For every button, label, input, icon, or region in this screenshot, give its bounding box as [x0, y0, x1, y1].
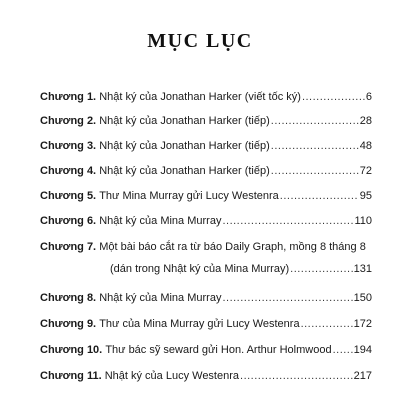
chapter-label: Chương 4. [40, 165, 97, 177]
page-number: 150 [353, 292, 372, 304]
chapter-title: Nhật ký của Lucy Westenra [104, 370, 240, 382]
page-number: 72 [359, 165, 372, 177]
dot-leader [222, 214, 353, 228]
chapter-label: Chương 11. [40, 370, 102, 382]
page-number: 217 [353, 370, 372, 382]
toc-entry [40, 189, 372, 203]
dot-leader [333, 343, 353, 357]
page-number: 110 [354, 215, 372, 227]
page-number: 6 [365, 91, 372, 103]
toc-entry [40, 240, 372, 276]
chapter-label: Chương 7. [40, 241, 97, 253]
chapter-title: Thư bác sỹ seward gửi Hon. Arthur Holmwood [105, 344, 332, 356]
page-number: 95 [359, 190, 372, 202]
chapter-label: Chương 6. [40, 215, 97, 227]
chapter-title: Nhật ký của Jonathan Harker (tiếp) [99, 140, 270, 152]
page-title: MỤC LỤC [147, 30, 253, 52]
toc-entry [40, 317, 372, 331]
chapter-title: Thư Mina Murray gửi Lucy Westenra [99, 190, 279, 202]
chapter-title: Nhật ký của Jonathan Harker (tiếp) [99, 165, 270, 177]
page-number: 28 [359, 115, 372, 127]
chapter-label: Chương 3. [40, 140, 97, 152]
chapter-title: Nhật ký của Jonathan Harker (viết tốc ký) [99, 91, 301, 103]
page-number: 172 [353, 318, 372, 330]
toc-entry [40, 139, 372, 153]
chapter-title: Nhật ký của Mina Murray [99, 215, 222, 227]
toc-entry [40, 114, 372, 128]
toc-entry [40, 343, 372, 357]
page-number: 194 [353, 344, 372, 356]
dot-leader [290, 262, 353, 276]
toc-entry [40, 369, 372, 383]
chapter-label: Chương 2. [40, 115, 97, 127]
chapter-title: Thư của Mina Murray gửi Lucy Westenra [99, 318, 300, 330]
chapter-label: Chương 8. [40, 292, 97, 304]
dot-leader [271, 164, 359, 178]
toc-entry [40, 214, 372, 228]
toc-entry [40, 90, 372, 104]
toc-entry [40, 291, 372, 305]
chapter-title: Nhật ký của Mina Murray [99, 292, 222, 304]
chapter-label: Chương 5. [40, 190, 97, 202]
dot-leader [271, 114, 359, 128]
chapter-title-continued: (dán trong Nhật ký của Mina Murray) [110, 263, 290, 275]
dot-leader [240, 369, 353, 383]
page-number: 48 [359, 140, 372, 152]
chapter-title: Nhật ký của Jonathan Harker (tiếp) [99, 115, 270, 127]
dot-leader [222, 291, 352, 305]
toc-entry [40, 164, 372, 178]
dot-leader [302, 90, 365, 104]
dot-leader [280, 189, 359, 203]
chapter-label: Chương 1. [40, 91, 97, 103]
chapter-label: Chương 9. [40, 318, 97, 330]
chapter-label: Chương 10. [40, 344, 103, 356]
chapter-title: Một bài báo cắt ra từ báo Daily Graph, mồng 8 tháng 8 [99, 241, 366, 253]
dot-leader [271, 139, 359, 153]
page-number: 131 [353, 263, 372, 275]
dot-leader [301, 317, 353, 331]
